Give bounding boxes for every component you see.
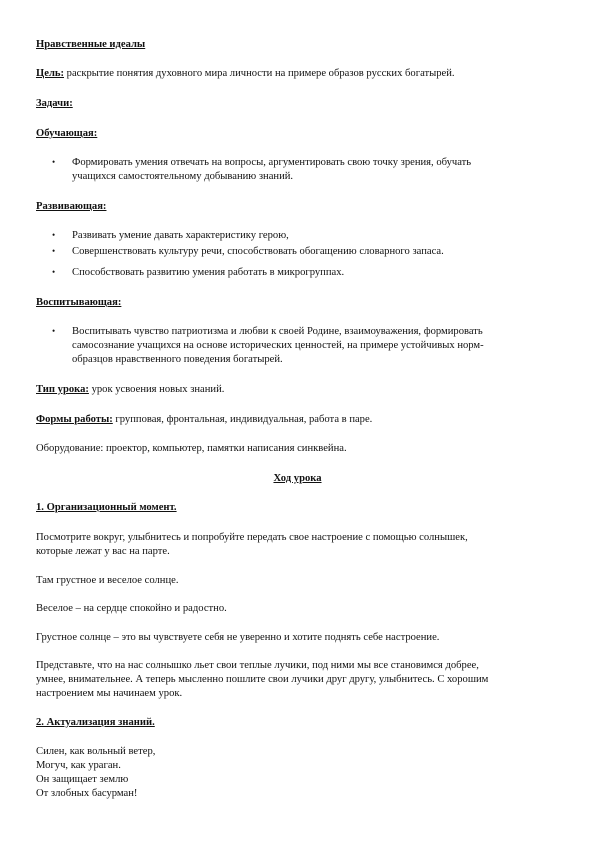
work-forms-line [36,413,372,426]
list-item: образцов нравственного поведения богатырей. [72,354,283,365]
goal-line [36,67,455,80]
developing-heading: Развивающая: [36,201,107,212]
bullet-icon: • [52,326,56,336]
section2-heading: 2. Актуализация знаний. [36,717,155,728]
paragraph-line: Представьте, что на нас солнышко льет свои теплые лучики, под ними мы все становимся добрее, [36,660,479,671]
poem-line: Могуч, как ураган. [36,760,121,771]
bullet-icon: • [52,230,56,240]
list-item: Развивать умение давать характеристику герою, [72,230,289,241]
course-heading: Ход урока [273,473,322,484]
list-item: Воспитывать чувство патриотизма и любви к своей Родине, взаимоуважения, формировать [72,326,483,337]
list-item: Способствовать развитию умения работать в микрогруппах. [72,267,345,278]
list-item: учащихся самостоятельному добыванию знаний. [72,171,294,182]
paragraph-line: настроением мы начинаем урок. [36,688,183,699]
list-item: самосознание учащихся на основе исторических ценностей, на примере устойчивых норм- [72,340,484,351]
poem-line: От злобных басурман! [36,788,138,799]
paragraph-line: которые лежат у вас на парте. [36,546,170,557]
paragraph-line: Грустное солнце – это вы чувствуете себя не уверенно и хотите поднять себе настроение. [36,632,440,643]
paragraph-line: Там грустное и веселое солнце. [36,575,179,586]
paragraph-line: Веселое – на сердце спокойно и радостно. [36,603,227,614]
work-forms-text: групповая, фронтальная, индивидуальная, работа в паре. [112,414,373,425]
educating-heading: Воспитывающая: [36,297,122,308]
equipment-line: Оборудование: проектор, компьютер, памятки написания синквейна. [36,443,347,454]
work-forms-label: Формы работы: [36,414,113,425]
list-item: Совершенствовать культуру речи, способствовать обогащению словарного запаса. [72,246,444,257]
goal-label: Цель: [36,68,65,79]
bullet-icon: • [52,157,56,167]
bullet-icon: • [52,246,56,256]
list-item: Формировать умения отвечать на вопросы, аргументировать свою точку зрения, обучать [72,157,472,168]
lesson-type-line [36,383,224,396]
teaching-heading: Обучающая: [36,128,98,139]
poem-line: Он защищает землю [36,774,129,785]
bullet-icon: • [52,267,56,277]
lesson-type-text: урок усвоения новых знаний. [88,384,225,395]
section1-heading: 1. Организационный момент. [36,502,177,513]
paragraph-line: умнее, внимательнее. А теперь мысленно пошлите свои лучики друг другу, улыбнитесь. С хорошим [36,674,489,685]
poem-line: Силен, как вольный ветер, [36,746,156,757]
tasks-heading: Задачи: [36,98,73,109]
lesson-type-label: Тип урока: [36,384,89,395]
goal-text: раскрытие понятия духовного мира личности на примере образов русских богатырей. [64,68,455,79]
paragraph-line: Посмотрите вокруг, улыбнитесь и попробуйте передать свое настроение с помощью солнышек, [36,532,468,543]
document-title: Нравственные идеалы [36,39,146,50]
